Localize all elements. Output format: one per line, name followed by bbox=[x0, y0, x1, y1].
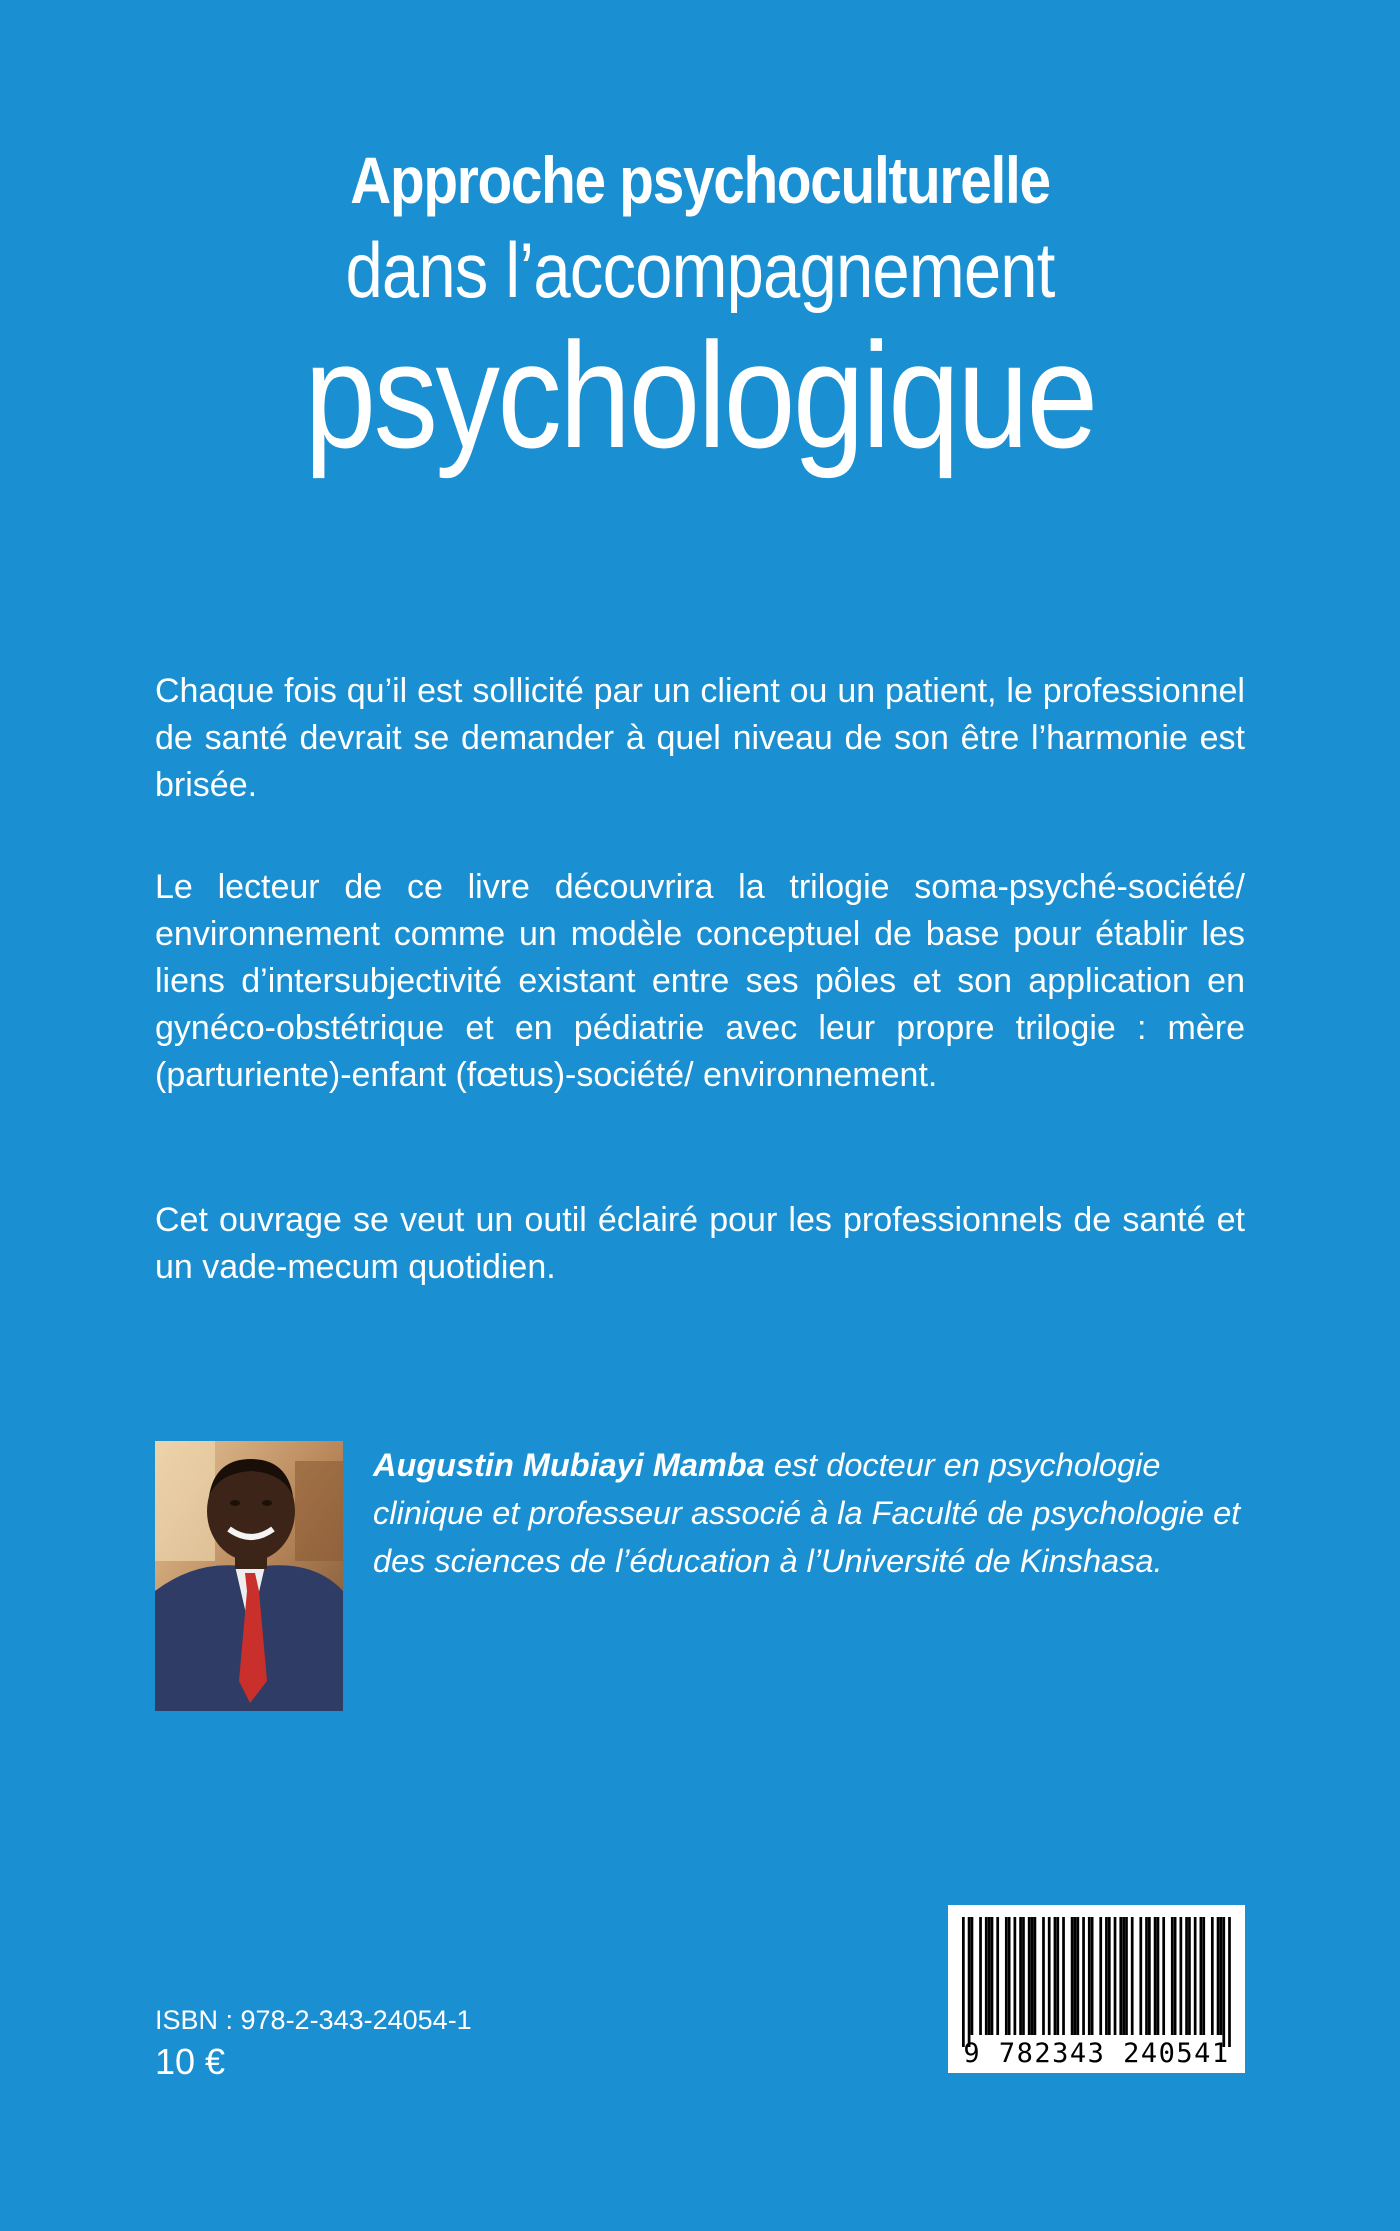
barcode-bar bbox=[1200, 1917, 1203, 2035]
author-name: Augustin Mubiayi Mamba bbox=[373, 1447, 765, 1483]
barcode-bar bbox=[1145, 1917, 1148, 2035]
barcode-bar bbox=[1202, 1917, 1205, 2035]
title-line-1: Approche psychoculturelle bbox=[350, 143, 1050, 217]
barcode-bar bbox=[1154, 1917, 1157, 2035]
barcode-bar bbox=[1048, 1917, 1051, 2035]
barcode-bar bbox=[1114, 1917, 1117, 2035]
title-line-3: psychologique bbox=[304, 311, 1096, 479]
barcode-bar bbox=[1034, 1917, 1037, 2035]
barcode-bar bbox=[1022, 1917, 1025, 2035]
barcode-bar bbox=[1157, 1917, 1160, 2035]
blurb-paragraph-2: Le lecteur de ce livre découvrira la trilogie soma-psyché-société/ environnement comme un modèle conceptuel de base pour établir les liens d’intersubjectivité existant entre ses pôles et son application en gynéco-obstétrique et en pédiatrie avec leur propre trilogie : mère (parturiente)-enfant (fœtus)-société/ environnement. bbox=[155, 868, 1245, 1094]
barcode-bar bbox=[1054, 1917, 1057, 2035]
price: 10 € bbox=[155, 2041, 226, 2082]
barcode-bar bbox=[1119, 1917, 1122, 2035]
isbn: ISBN : 978-2-343-24054-1 bbox=[155, 2005, 472, 2035]
barcode-bar bbox=[1088, 1917, 1091, 2035]
barcode-bar bbox=[1194, 1917, 1197, 2035]
barcode-bar bbox=[979, 1917, 982, 2035]
barcode bbox=[948, 1905, 1245, 2073]
barcode-bar bbox=[1091, 1917, 1094, 2035]
barcode-bar bbox=[1074, 1917, 1077, 2035]
barcode-bar bbox=[1148, 1917, 1151, 2035]
barcode-bar bbox=[1082, 1917, 1085, 2035]
barcode-bar bbox=[1188, 1917, 1191, 2035]
barcode-bar bbox=[1071, 1917, 1074, 2035]
barcode-bar bbox=[962, 1917, 965, 2047]
title-line-2: dans l’accompagnement bbox=[345, 226, 1055, 314]
barcode-bar bbox=[1105, 1917, 1108, 2035]
author-bio bbox=[373, 1441, 1248, 1585]
blurb-paragraph-3: Cet ouvrage se veut un outil éclairé pour les professionnels de santé et un vade-mecum quotidien. bbox=[155, 1201, 1245, 1286]
barcode-bar bbox=[1014, 1917, 1017, 2035]
barcode-bar bbox=[1228, 1917, 1231, 2047]
barcode-bar bbox=[1162, 1917, 1165, 2035]
author-bio-text: est docteur en psychologie clinique et professeur associé à la Faculté de psychologie et des sciences de l’éducation à l’Université de Kinshasa. bbox=[373, 1447, 1241, 1579]
barcode-bar bbox=[996, 1917, 999, 2035]
barcode-bar bbox=[1099, 1917, 1102, 2035]
barcode-bar bbox=[1062, 1917, 1065, 2035]
barcode-bar bbox=[1131, 1917, 1134, 2035]
barcode-bar bbox=[1171, 1917, 1174, 2035]
barcode-bar bbox=[985, 1917, 988, 2035]
book-title bbox=[0, 140, 1400, 480]
barcode-bar bbox=[1211, 1917, 1214, 2035]
barcode-bar bbox=[1222, 1917, 1225, 2047]
barcode-bar bbox=[1005, 1917, 1008, 2035]
barcode-bar bbox=[1031, 1917, 1034, 2035]
barcode-bar bbox=[1122, 1917, 1125, 2035]
barcode-bar bbox=[1125, 1917, 1128, 2035]
barcode-bar bbox=[1139, 1917, 1142, 2035]
author-photo bbox=[155, 1441, 343, 1711]
barcode-bar bbox=[988, 1917, 991, 2035]
barcode-bar bbox=[1028, 1917, 1031, 2035]
barcode-bar bbox=[1220, 1917, 1223, 2035]
barcode-bar bbox=[968, 1917, 971, 2047]
blurb-paragraph-1: Chaque fois qu’il est sollicité par un client ou un patient, le professionnel de santé devrait se demander à quel niveau de son être l’harmonie est brisée. bbox=[155, 672, 1245, 804]
barcode-bar bbox=[1042, 1917, 1045, 2035]
barcode-digits: 9 782343 240541 bbox=[963, 2038, 1230, 2069]
barcode-bar bbox=[1217, 1917, 1220, 2035]
barcode-bar bbox=[991, 1917, 994, 2035]
barcode-bar bbox=[1185, 1917, 1188, 2035]
barcode-bar bbox=[1174, 1917, 1177, 2035]
barcode-bar bbox=[1076, 1917, 1079, 2035]
barcode-bar bbox=[1056, 1917, 1059, 2035]
barcode-bar bbox=[1108, 1917, 1111, 2035]
barcode-bar bbox=[1008, 1917, 1011, 2035]
barcode-bar bbox=[1179, 1917, 1182, 2035]
barcode-bar bbox=[1019, 1917, 1022, 2035]
barcode-bar bbox=[971, 1917, 974, 2035]
